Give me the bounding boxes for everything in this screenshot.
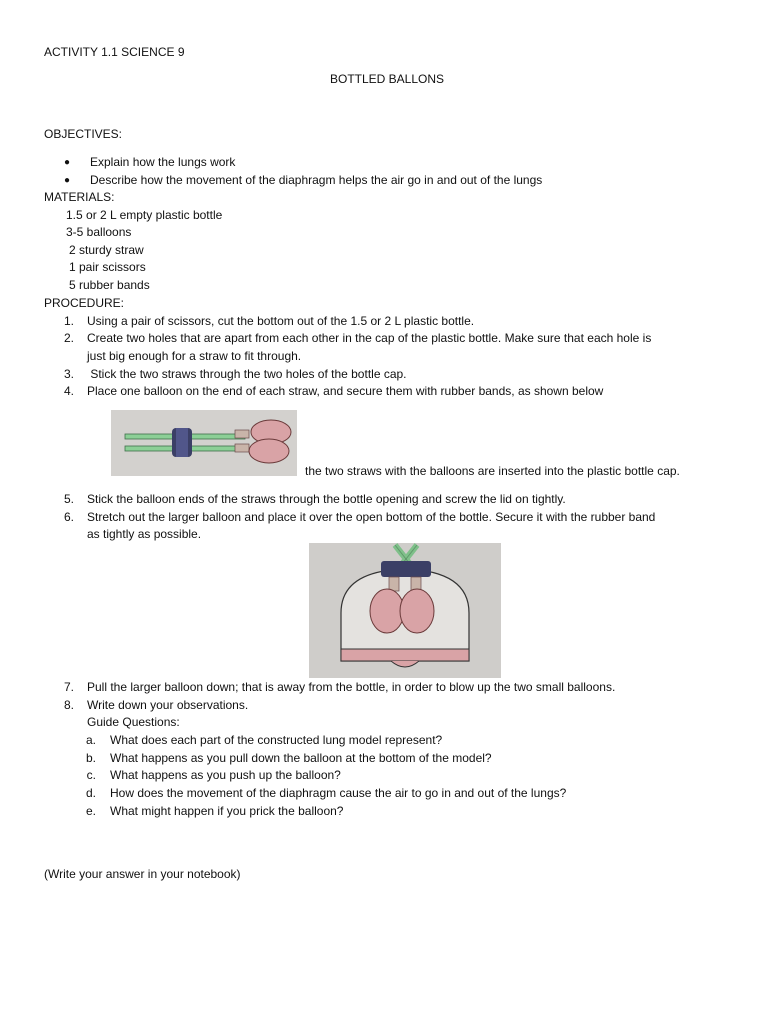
question-letter: d.: [85, 786, 96, 800]
guide-heading: Guide Questions:: [87, 715, 180, 729]
objectives-heading: OBJECTIVES:: [44, 127, 123, 141]
step-text: Pull the larger balloon down; that is away from the bottle, in order to blow up the two small balloons.: [87, 680, 616, 694]
lung-model-figure: [309, 543, 501, 678]
question-letter: c.: [86, 768, 96, 782]
step-number: 5.: [63, 492, 74, 506]
objective-item: Describe how the movement of the diaphragm helps the air go in and out of the lungs: [90, 173, 543, 187]
question-text: What might happen if you prick the balloon?: [110, 804, 344, 818]
straws-balloons-figure: [111, 410, 297, 476]
material-item: 2 sturdy straw: [69, 243, 144, 257]
step-number: 7.: [63, 680, 74, 694]
step-text: Using a pair of scissors, cut the bottom out of the 1.5 or 2 L plastic bottle.: [87, 314, 475, 328]
material-item: 1.5 or 2 L empty plastic bottle: [66, 208, 223, 222]
question-letter: e.: [85, 804, 96, 818]
step-text: Stretch out the larger balloon and place it over the open bottom of the bottle. Secure it with the rubber band: [87, 510, 656, 524]
figure-caption: the two straws with the balloons are inserted into the plastic bottle cap.: [305, 464, 680, 478]
step-number: 6.: [63, 510, 74, 524]
question-text: What happens as you pull down the balloon at the bottom of the model?: [110, 751, 492, 765]
step-text: Write down your observations.: [87, 698, 249, 712]
step-number: 3.: [63, 367, 74, 381]
question-text: What does each part of the constructed lung model represent?: [110, 733, 443, 747]
step-number: 1.: [63, 314, 74, 328]
step-text: Create two holes that are apart from each other in the cap of the plastic bottle. Make sure that each hole is: [87, 331, 652, 345]
bullet-icon: ●: [64, 157, 71, 168]
step-number: 4.: [63, 384, 74, 398]
procedure-heading: PROCEDURE:: [44, 296, 125, 310]
materials-heading: MATERIALS:: [44, 190, 115, 204]
material-item: 5 rubber bands: [69, 278, 150, 292]
material-item: 1 pair scissors: [69, 260, 146, 274]
straws-balloons-illustration: [111, 410, 297, 476]
question-letter: a.: [85, 733, 96, 747]
objective-item: Explain how the lungs work: [90, 155, 236, 169]
step-text: Stick the two straws through the two holes of the bottle cap.: [87, 367, 407, 381]
step-text: Place one balloon on the end of each straw, and secure them with rubber bands, as shown below: [87, 384, 604, 398]
question-text: How does the movement of the diaphragm cause the air to go in and out of the lungs?: [110, 786, 567, 800]
question-text: What happens as you push up the balloon?: [110, 768, 341, 782]
question-letter: b.: [85, 751, 96, 765]
step-number: 8.: [63, 698, 74, 712]
step-text: as tightly as possible.: [87, 527, 202, 541]
step-number: 2.: [63, 331, 74, 345]
bullet-icon: ●: [64, 175, 71, 186]
step-text: just big enough for a straw to fit through.: [87, 349, 302, 363]
lung-model-illustration: [309, 543, 501, 678]
step-text: Stick the balloon ends of the straws through the bottle opening and screw the lid on tightly.: [87, 492, 566, 506]
footer-note: (Write your answer in your notebook): [44, 867, 241, 881]
activity-label: ACTIVITY 1.1 SCIENCE 9: [44, 45, 185, 59]
page-title: BOTTLED BALLONS: [330, 72, 445, 86]
material-item: 3-5 balloons: [66, 225, 132, 239]
